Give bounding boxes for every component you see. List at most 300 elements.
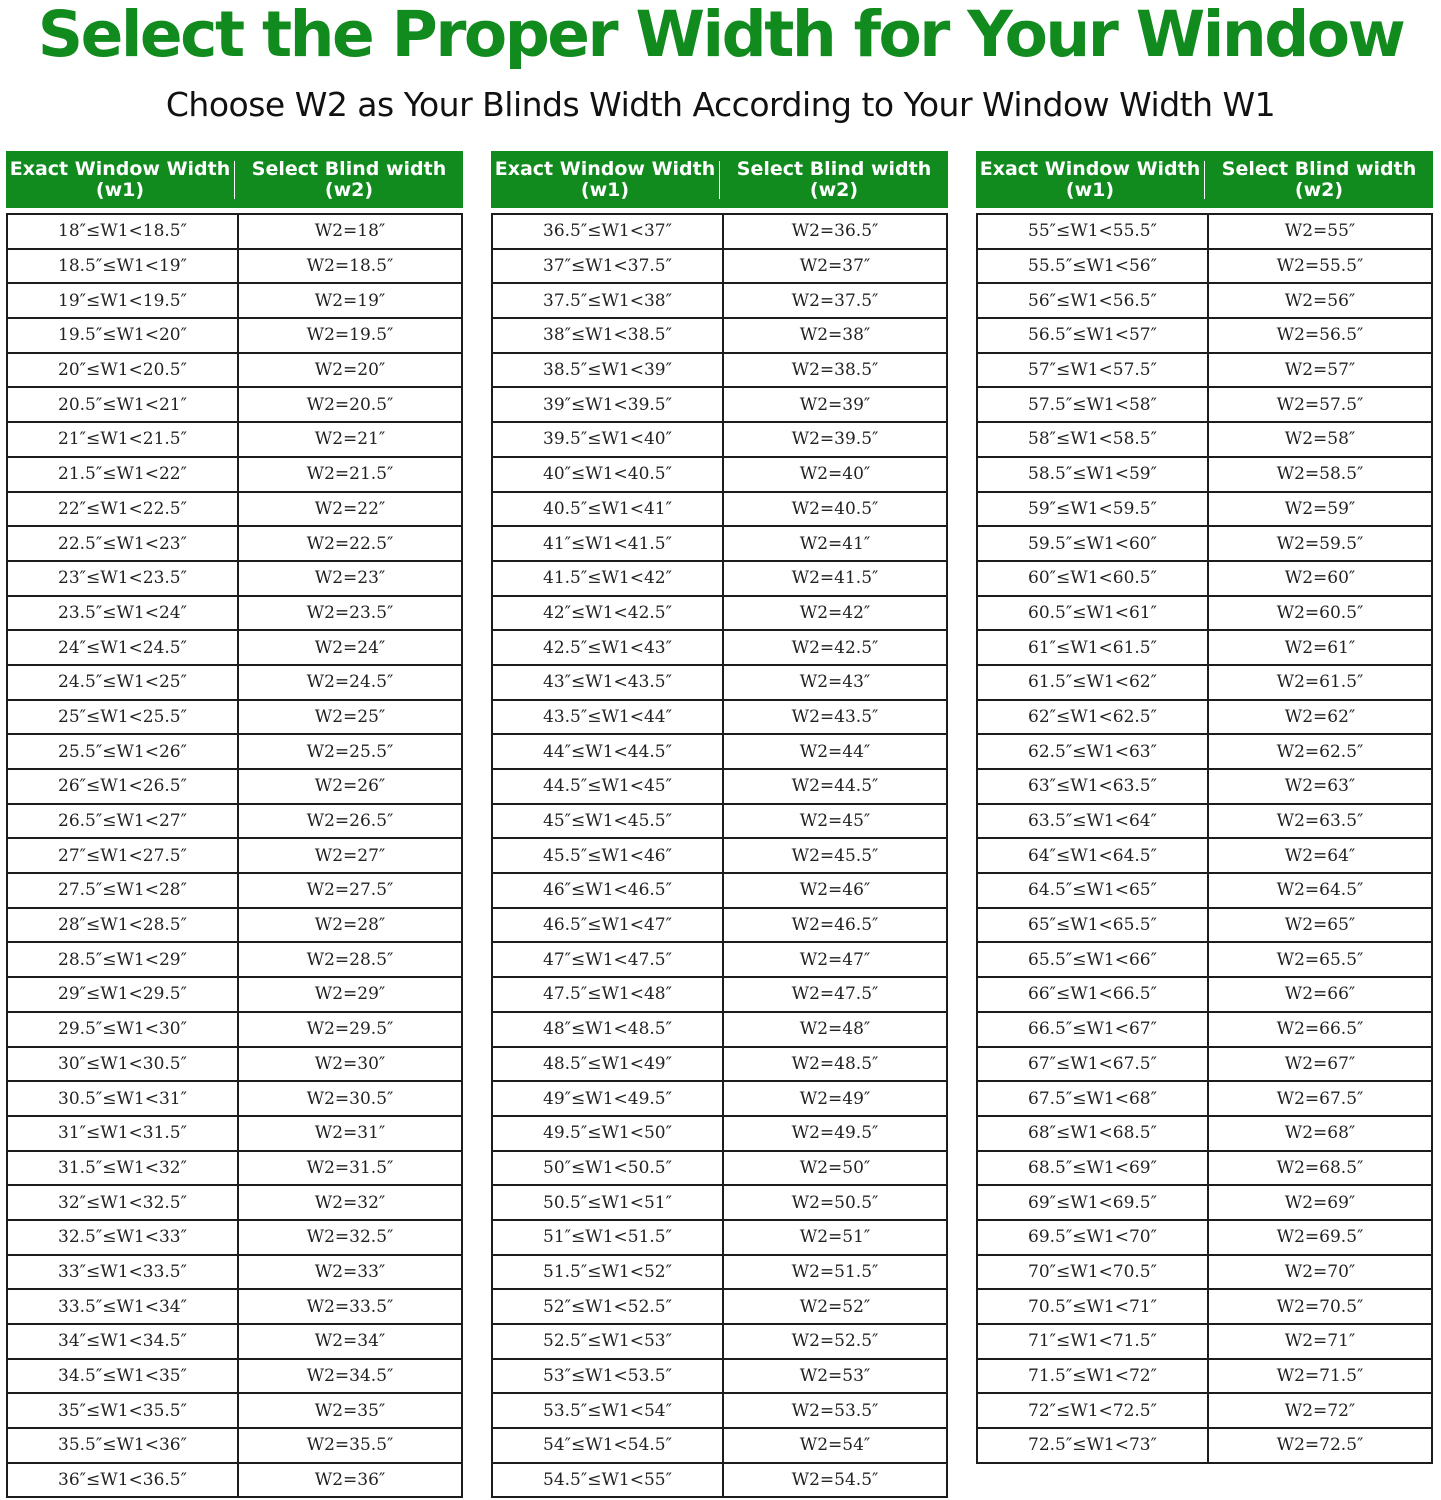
blind-width-value: W2=29″	[314, 984, 386, 1005]
table-row	[978, 493, 1431, 528]
blind-width-value: W2=60.5″	[1276, 602, 1364, 623]
table-header	[491, 151, 948, 208]
window-width-range: 24.5″≤W1<25″	[8, 666, 239, 699]
table-row	[8, 1360, 461, 1395]
table-row	[978, 1256, 1431, 1291]
blind-width-value: W2=23″	[314, 568, 386, 589]
blind-width-value: W2=25.5″	[306, 741, 394, 762]
window-width-range: 61.5″≤W1<62″	[978, 666, 1209, 699]
table-row	[8, 1013, 461, 1048]
page-title: Select the Proper Width for Your Window	[37, 0, 1404, 71]
table-row	[493, 1464, 946, 1499]
blind-width-value: W2=26.5″	[306, 811, 394, 832]
blind-width-value: W2=33.5″	[306, 1296, 394, 1317]
table-row	[8, 1221, 461, 1256]
table-row	[978, 215, 1431, 250]
table-row	[8, 770, 461, 805]
table-row	[978, 319, 1431, 354]
blind-width-value: W2=30″	[314, 1053, 386, 1074]
table-row	[493, 423, 946, 458]
blind-width-value: W2=51.5″	[791, 1261, 879, 1282]
blind-width-value: W2=68″	[1284, 1123, 1356, 1144]
window-width-range: 40.5″≤W1<41″	[493, 493, 724, 526]
table-row	[493, 1117, 946, 1152]
blind-width-value: W2=61″	[1284, 637, 1356, 658]
blind-width-value: W2=69″	[1284, 1192, 1356, 1213]
blind-width-value: W2=19″	[314, 290, 386, 311]
table-row	[8, 354, 461, 389]
window-width-range: 37.5″≤W1<38″	[493, 284, 724, 317]
blind-width-value: W2=64″	[1284, 845, 1356, 866]
table-row	[8, 215, 461, 250]
blind-width-value: W2=51″	[799, 1227, 871, 1248]
table-row	[8, 978, 461, 1013]
window-width-range: 39″≤W1<39.5″	[493, 388, 724, 421]
table-row	[8, 527, 461, 562]
window-width-range: 36″≤W1<36.5″	[8, 1464, 239, 1497]
blind-width-value: W2=45″	[799, 811, 871, 832]
table-row	[493, 250, 946, 285]
table-row	[978, 1394, 1431, 1429]
window-width-range: 70″≤W1<70.5″	[978, 1256, 1209, 1289]
window-width-range: 28″≤W1<28.5″	[8, 909, 239, 942]
window-width-range: 67.5″≤W1<68″	[978, 1082, 1209, 1115]
table-row	[978, 943, 1431, 978]
table-row	[493, 874, 946, 909]
table-row	[978, 250, 1431, 285]
table-row	[8, 423, 461, 458]
table-row	[493, 562, 946, 597]
window-width-range: 45.5″≤W1<46″	[493, 839, 724, 872]
blind-width-value: W2=34.5″	[306, 1366, 394, 1387]
window-width-range: 54.5″≤W1<55″	[493, 1464, 724, 1497]
table-row	[493, 354, 946, 389]
table-row	[978, 770, 1431, 805]
table-row	[493, 1152, 946, 1187]
blind-width-value: W2=27″	[314, 845, 386, 866]
blind-width-value: W2=57″	[1284, 360, 1356, 381]
table-row	[493, 1082, 946, 1117]
blind-width-value: W2=46″	[799, 880, 871, 901]
size-table-3	[976, 151, 1433, 1464]
blind-width-value: W2=27.5″	[306, 880, 394, 901]
blind-width-value: W2=48.5″	[791, 1053, 879, 1074]
table-row	[978, 1048, 1431, 1083]
blind-width-value: W2=25″	[314, 706, 386, 727]
blind-width-value: W2=22″	[314, 498, 386, 519]
blind-width-value: W2=54.5″	[791, 1470, 879, 1491]
table-row	[493, 701, 946, 736]
table-row	[8, 943, 461, 978]
blind-width-value: W2=56″	[1284, 290, 1356, 311]
table-row	[493, 388, 946, 423]
window-width-range: 62.5″≤W1<63″	[978, 735, 1209, 768]
table-row	[8, 839, 461, 874]
table-row	[978, 1290, 1431, 1325]
window-width-range: 33″≤W1<33.5″	[8, 1256, 239, 1289]
blind-width-value: W2=59″	[1284, 498, 1356, 519]
table-row	[8, 735, 461, 770]
table-row	[978, 909, 1431, 944]
table-row	[493, 527, 946, 562]
table-row	[8, 458, 461, 493]
blind-width-value: W2=42″	[799, 602, 871, 623]
window-width-range: 68″≤W1<68.5″	[978, 1117, 1209, 1150]
header-blind-width: Select Blind width (w2)	[736, 157, 932, 201]
table-row	[8, 1117, 461, 1152]
blind-width-value: W2=63″	[1284, 776, 1356, 797]
window-width-range: 43″≤W1<43.5″	[493, 666, 724, 699]
blind-width-value: W2=18″	[314, 221, 386, 242]
table-body	[6, 213, 463, 1498]
table-row	[978, 354, 1431, 389]
blind-width-value: W2=56.5″	[1276, 325, 1364, 346]
window-width-range: 64.5″≤W1<65″	[978, 874, 1209, 907]
blind-width-value: W2=47.5″	[791, 984, 879, 1005]
window-width-range: 26.5″≤W1<27″	[8, 805, 239, 838]
window-width-range: 52.5″≤W1<53″	[493, 1325, 724, 1358]
table-row	[978, 1221, 1431, 1256]
blind-width-value: W2=37.5″	[791, 290, 879, 311]
window-width-range: 70.5″≤W1<71″	[978, 1290, 1209, 1323]
window-width-range: 66.5″≤W1<67″	[978, 1013, 1209, 1046]
blind-width-value: W2=18.5″	[306, 256, 394, 277]
table-row	[978, 388, 1431, 423]
window-width-range: 66″≤W1<66.5″	[978, 978, 1209, 1011]
window-width-range: 34.5″≤W1<35″	[8, 1360, 239, 1393]
window-width-range: 32″≤W1<32.5″	[8, 1186, 239, 1219]
table-row	[978, 978, 1431, 1013]
blind-width-value: W2=35.5″	[306, 1435, 394, 1456]
blind-width-value: W2=48″	[799, 1019, 871, 1040]
blind-width-value: W2=31.5″	[306, 1157, 394, 1178]
window-width-range: 20″≤W1<20.5″	[8, 354, 239, 387]
table-row	[493, 631, 946, 666]
window-width-range: 30″≤W1<30.5″	[8, 1048, 239, 1081]
table-row	[493, 458, 946, 493]
table-row	[978, 701, 1431, 736]
table-row	[493, 978, 946, 1013]
window-width-range: 48.5″≤W1<49″	[493, 1048, 724, 1081]
window-width-range: 44.5″≤W1<45″	[493, 770, 724, 803]
blind-width-value: W2=69.5″	[1276, 1227, 1364, 1248]
blind-width-value: W2=62.5″	[1276, 741, 1364, 762]
window-width-range: 42.5″≤W1<43″	[493, 631, 724, 664]
window-width-range: 65″≤W1<65.5″	[978, 909, 1209, 942]
window-width-range: 47.5″≤W1<48″	[493, 978, 724, 1011]
table-row	[978, 735, 1431, 770]
window-width-range: 35″≤W1<35.5″	[8, 1394, 239, 1427]
table-row	[8, 1048, 461, 1083]
window-width-range: 56″≤W1<56.5″	[978, 284, 1209, 317]
blind-width-value: W2=55″	[1284, 221, 1356, 242]
blind-width-value: W2=54″	[799, 1435, 871, 1456]
blind-width-value: W2=49.5″	[791, 1123, 879, 1144]
blind-width-value: W2=63.5″	[1276, 811, 1364, 832]
table-row	[493, 1429, 946, 1464]
table-row	[493, 909, 946, 944]
window-width-range: 46″≤W1<46.5″	[493, 874, 724, 907]
window-width-range: 69.5″≤W1<70″	[978, 1221, 1209, 1254]
blind-width-value: W2=67″	[1284, 1053, 1356, 1074]
window-width-range: 37″≤W1<37.5″	[493, 250, 724, 283]
window-width-range: 62″≤W1<62.5″	[978, 701, 1209, 734]
blind-width-value: W2=39.5″	[791, 429, 879, 450]
window-width-range: 29″≤W1<29.5″	[8, 978, 239, 1011]
window-width-range: 71″≤W1<71.5″	[978, 1325, 1209, 1358]
table-row	[8, 388, 461, 423]
table-row	[978, 874, 1431, 909]
table-row	[8, 493, 461, 528]
table-row	[493, 284, 946, 319]
table-row	[8, 1256, 461, 1291]
size-table-1	[6, 151, 463, 1498]
blind-width-value: W2=19.5″	[306, 325, 394, 346]
window-width-range: 36.5″≤W1<37″	[493, 215, 724, 248]
table-row	[8, 319, 461, 354]
header-window-width: Exact Window Width (w1)	[9, 157, 231, 201]
table-row	[978, 666, 1431, 701]
table-row	[8, 1464, 461, 1499]
table-row	[8, 562, 461, 597]
window-width-range: 65.5″≤W1<66″	[978, 943, 1209, 976]
blind-width-value: W2=44.5″	[791, 776, 879, 797]
window-width-range: 57″≤W1<57.5″	[978, 354, 1209, 387]
window-width-range: 51″≤W1<51.5″	[493, 1221, 724, 1254]
table-row	[978, 805, 1431, 840]
blind-width-value: W2=71.5″	[1276, 1366, 1364, 1387]
table-body	[491, 213, 948, 1498]
blind-width-value: W2=66.5″	[1276, 1019, 1364, 1040]
blind-width-value: W2=57.5″	[1276, 394, 1364, 415]
blind-width-value: W2=72.5″	[1276, 1435, 1364, 1456]
window-width-range: 27.5″≤W1<28″	[8, 874, 239, 907]
page-subtitle: Choose W2 as Your Blinds Width According to Your Window Width W1	[165, 85, 1276, 124]
window-width-range: 55.5″≤W1<56″	[978, 250, 1209, 283]
blind-width-value: W2=67.5″	[1276, 1088, 1364, 1109]
window-width-range: 30.5″≤W1<31″	[8, 1082, 239, 1115]
window-width-range: 55″≤W1<55.5″	[978, 215, 1209, 248]
header-blind-width: Select Blind width (w2)	[1221, 157, 1417, 201]
window-width-range: 22.5″≤W1<23″	[8, 527, 239, 560]
blind-width-value: W2=26″	[314, 776, 386, 797]
table-row	[493, 1325, 946, 1360]
blind-width-value: W2=43″	[799, 672, 871, 693]
window-width-range: 49.5″≤W1<50″	[493, 1117, 724, 1150]
table-row	[978, 562, 1431, 597]
blind-width-value: W2=38″	[799, 325, 871, 346]
window-width-range: 71.5″≤W1<72″	[978, 1360, 1209, 1393]
window-width-range: 61″≤W1<61.5″	[978, 631, 1209, 664]
window-width-range: 41″≤W1<41.5″	[493, 527, 724, 560]
table-row	[8, 597, 461, 632]
blind-width-value: W2=71″	[1284, 1331, 1356, 1352]
blind-width-value: W2=36″	[314, 1470, 386, 1491]
table-row	[8, 805, 461, 840]
table-row	[978, 284, 1431, 319]
window-width-range: 43.5″≤W1<44″	[493, 701, 724, 734]
window-width-range: 41.5″≤W1<42″	[493, 562, 724, 595]
blind-width-value: W2=28.5″	[306, 949, 394, 970]
window-width-range: 60.5″≤W1<61″	[978, 597, 1209, 630]
window-width-range: 72″≤W1<72.5″	[978, 1394, 1209, 1427]
table-row	[493, 1221, 946, 1256]
table-row	[493, 1290, 946, 1325]
window-width-range: 49″≤W1<49.5″	[493, 1082, 724, 1115]
window-width-range: 18.5″≤W1<19″	[8, 250, 239, 283]
window-width-range: 44″≤W1<44.5″	[493, 735, 724, 768]
blind-width-value: W2=40″	[799, 464, 871, 485]
table-row	[493, 1048, 946, 1083]
blind-width-value: W2=30.5″	[306, 1088, 394, 1109]
header-blind-width: Select Blind width (w2)	[251, 157, 447, 201]
blind-width-value: W2=20.5″	[306, 394, 394, 415]
blind-width-value: W2=70″	[1284, 1261, 1356, 1282]
table-row	[978, 527, 1431, 562]
blind-width-value: W2=50″	[799, 1157, 871, 1178]
blind-width-value: W2=24″	[314, 637, 386, 658]
table-row	[8, 1394, 461, 1429]
blind-width-value: W2=68.5″	[1276, 1157, 1364, 1178]
blind-width-value: W2=66″	[1284, 984, 1356, 1005]
window-width-range: 52″≤W1<52.5″	[493, 1290, 724, 1323]
table-row	[978, 631, 1431, 666]
window-width-range: 64″≤W1<64.5″	[978, 839, 1209, 872]
table-row	[8, 909, 461, 944]
window-width-range: 19.5″≤W1<20″	[8, 319, 239, 352]
table-row	[8, 874, 461, 909]
blind-width-value: W2=34″	[314, 1331, 386, 1352]
blind-width-value: W2=20″	[314, 360, 386, 381]
table-row	[8, 631, 461, 666]
window-width-range: 46.5″≤W1<47″	[493, 909, 724, 942]
window-width-range: 58.5″≤W1<59″	[978, 458, 1209, 491]
window-width-range: 57.5″≤W1<58″	[978, 388, 1209, 421]
blind-width-value: W2=32″	[314, 1192, 386, 1213]
table-row	[493, 666, 946, 701]
blind-width-value: W2=60″	[1284, 568, 1356, 589]
window-width-range: 34″≤W1<34.5″	[8, 1325, 239, 1358]
blind-width-value: W2=32.5″	[306, 1227, 394, 1248]
blind-width-value: W2=43.5″	[791, 706, 879, 727]
table-row	[493, 839, 946, 874]
window-width-range: 38″≤W1<38.5″	[493, 319, 724, 352]
window-width-range: 68.5″≤W1<69″	[978, 1152, 1209, 1185]
window-width-range: 28.5″≤W1<29″	[8, 943, 239, 976]
table-row	[8, 1325, 461, 1360]
table-row	[8, 1290, 461, 1325]
window-width-range: 53.5″≤W1<54″	[493, 1394, 724, 1427]
blind-width-value: W2=52.5″	[791, 1331, 879, 1352]
table-row	[978, 1152, 1431, 1187]
window-width-range: 59.5″≤W1<60″	[978, 527, 1209, 560]
blind-width-value: W2=65″	[1284, 915, 1356, 936]
blind-width-value: W2=38.5″	[791, 360, 879, 381]
blind-width-value: W2=42.5″	[791, 637, 879, 658]
table-row	[8, 1186, 461, 1221]
window-width-range: 18″≤W1<18.5″	[8, 215, 239, 248]
blind-width-value: W2=40.5″	[791, 498, 879, 519]
blind-width-value: W2=55.5″	[1276, 256, 1364, 277]
blind-width-value: W2=31″	[314, 1123, 386, 1144]
blind-width-value: W2=50.5″	[791, 1192, 879, 1213]
table-row	[978, 1325, 1431, 1360]
blind-width-value: W2=64.5″	[1276, 880, 1364, 901]
window-width-range: 56.5″≤W1<57″	[978, 319, 1209, 352]
blind-width-value: W2=28″	[314, 915, 386, 936]
blind-width-value: W2=58″	[1284, 429, 1356, 450]
window-width-range: 63″≤W1<63.5″	[978, 770, 1209, 803]
window-width-range: 31.5″≤W1<32″	[8, 1152, 239, 1185]
blind-width-value: W2=53″	[799, 1366, 871, 1387]
window-width-range: 25.5″≤W1<26″	[8, 735, 239, 768]
blind-width-value: W2=41″	[799, 533, 871, 554]
blind-width-value: W2=44″	[799, 741, 871, 762]
window-width-range: 25″≤W1<25.5″	[8, 701, 239, 734]
blind-width-value: W2=23.5″	[306, 602, 394, 623]
window-width-range: 50″≤W1<50.5″	[493, 1152, 724, 1185]
window-width-range: 69″≤W1<69.5″	[978, 1186, 1209, 1219]
blind-width-value: W2=22.5″	[306, 533, 394, 554]
blind-width-value: W2=61.5″	[1276, 672, 1364, 693]
table-row	[978, 1429, 1431, 1464]
blind-width-value: W2=36.5″	[791, 221, 879, 242]
table-row	[978, 1013, 1431, 1048]
blind-width-value: W2=21″	[314, 429, 386, 450]
window-width-range: 32.5″≤W1<33″	[8, 1221, 239, 1254]
blind-width-value: W2=35″	[314, 1400, 386, 1421]
blind-width-value: W2=49″	[799, 1088, 871, 1109]
table-row	[978, 839, 1431, 874]
window-width-range: 21.5″≤W1<22″	[8, 458, 239, 491]
blind-width-value: W2=52″	[799, 1296, 871, 1317]
blind-width-value: W2=46.5″	[791, 915, 879, 936]
blind-width-value: W2=29.5″	[306, 1019, 394, 1040]
table-row	[493, 1186, 946, 1221]
table-header	[976, 151, 1433, 208]
table-row	[978, 458, 1431, 493]
window-width-range: 63.5″≤W1<64″	[978, 805, 1209, 838]
table-row	[493, 1013, 946, 1048]
window-width-range: 60″≤W1<60.5″	[978, 562, 1209, 595]
window-width-range: 58″≤W1<58.5″	[978, 423, 1209, 456]
window-width-range: 39.5″≤W1<40″	[493, 423, 724, 456]
window-width-range: 51.5″≤W1<52″	[493, 1256, 724, 1289]
table-row	[978, 1082, 1431, 1117]
window-width-range: 31″≤W1<31.5″	[8, 1117, 239, 1150]
blind-width-value: W2=45.5″	[791, 845, 879, 866]
size-table-2	[491, 151, 948, 1498]
table-row	[978, 423, 1431, 458]
blind-width-value: W2=21.5″	[306, 464, 394, 485]
table-row	[978, 1117, 1431, 1152]
blind-width-value: W2=72″	[1284, 1400, 1356, 1421]
table-row	[8, 701, 461, 736]
window-width-range: 54″≤W1<54.5″	[493, 1429, 724, 1462]
blind-width-value: W2=58.5″	[1276, 464, 1364, 485]
table-row	[493, 1360, 946, 1395]
window-width-range: 47″≤W1<47.5″	[493, 943, 724, 976]
blind-width-value: W2=33″	[314, 1261, 386, 1282]
table-row	[8, 250, 461, 285]
table-row	[493, 215, 946, 250]
window-width-range: 38.5″≤W1<39″	[493, 354, 724, 387]
window-width-range: 53″≤W1<53.5″	[493, 1360, 724, 1393]
window-width-range: 50.5″≤W1<51″	[493, 1186, 724, 1219]
table-row	[8, 284, 461, 319]
window-width-range: 27″≤W1<27.5″	[8, 839, 239, 872]
blind-width-value: W2=53.5″	[791, 1400, 879, 1421]
